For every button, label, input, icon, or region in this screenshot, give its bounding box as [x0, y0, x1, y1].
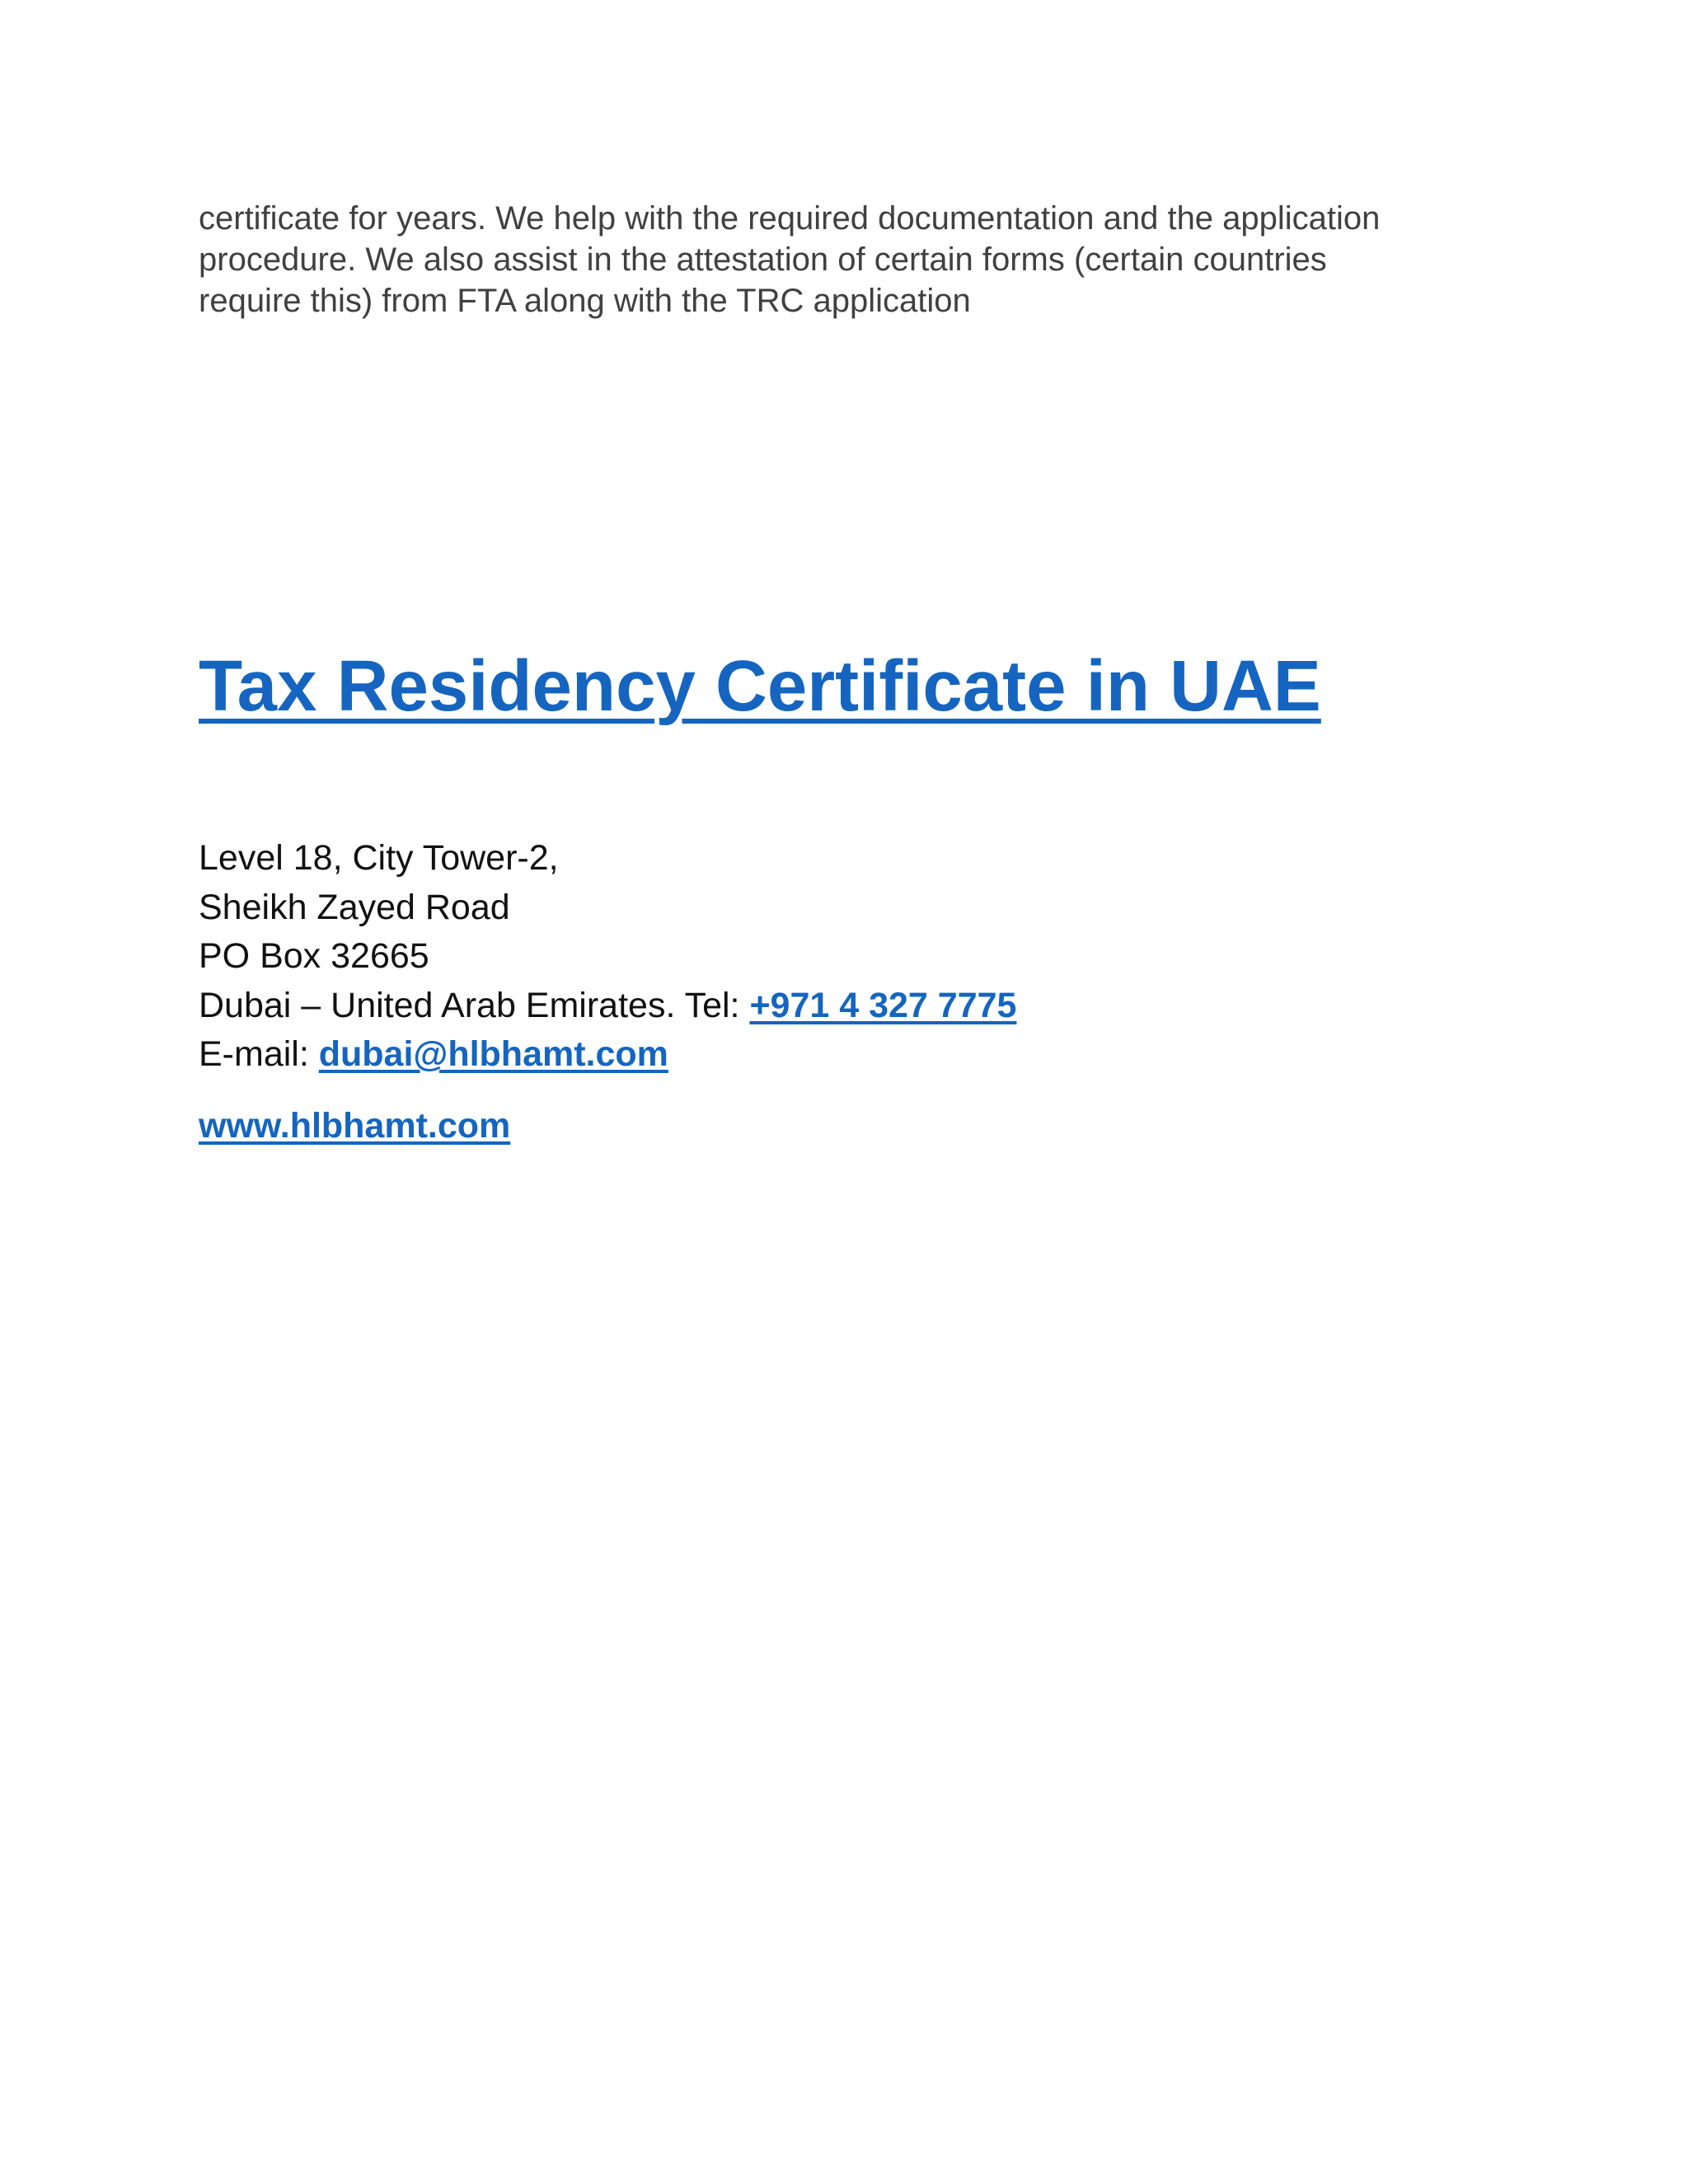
- intro-line: certificate for years. We help with the required documentation and the application: [199, 200, 1381, 237]
- email-line: [199, 1030, 1016, 1080]
- email-label: E-mail:: [199, 1034, 319, 1074]
- phone-link[interactable]: +971 4 327 7775: [749, 985, 1017, 1025]
- intro-line: procedure. We also assist in the attestation of certain forms (certain countries: [199, 241, 1327, 278]
- contact-address: [199, 834, 1016, 1080]
- city-tel-label: Dubai – United Arab Emirates. Tel:: [199, 985, 750, 1025]
- intro-paragraph: [199, 198, 1517, 321]
- email-link[interactable]: dubai@hlbhamt.com: [318, 1034, 668, 1074]
- website-link[interactable]: www.hlbhamt.com: [199, 1106, 511, 1146]
- address-line-4: [199, 982, 1016, 1031]
- address-line-2: Sheikh Zayed Road: [199, 887, 510, 927]
- address-line-3: PO Box 32665: [199, 936, 429, 976]
- intro-line: require this) from FTA along with the TRC application: [199, 283, 971, 319]
- address-line-1: Level 18, City Tower-2,: [199, 838, 559, 878]
- page-title-link[interactable]: Tax Residency Certificate in UAE: [199, 646, 1321, 726]
